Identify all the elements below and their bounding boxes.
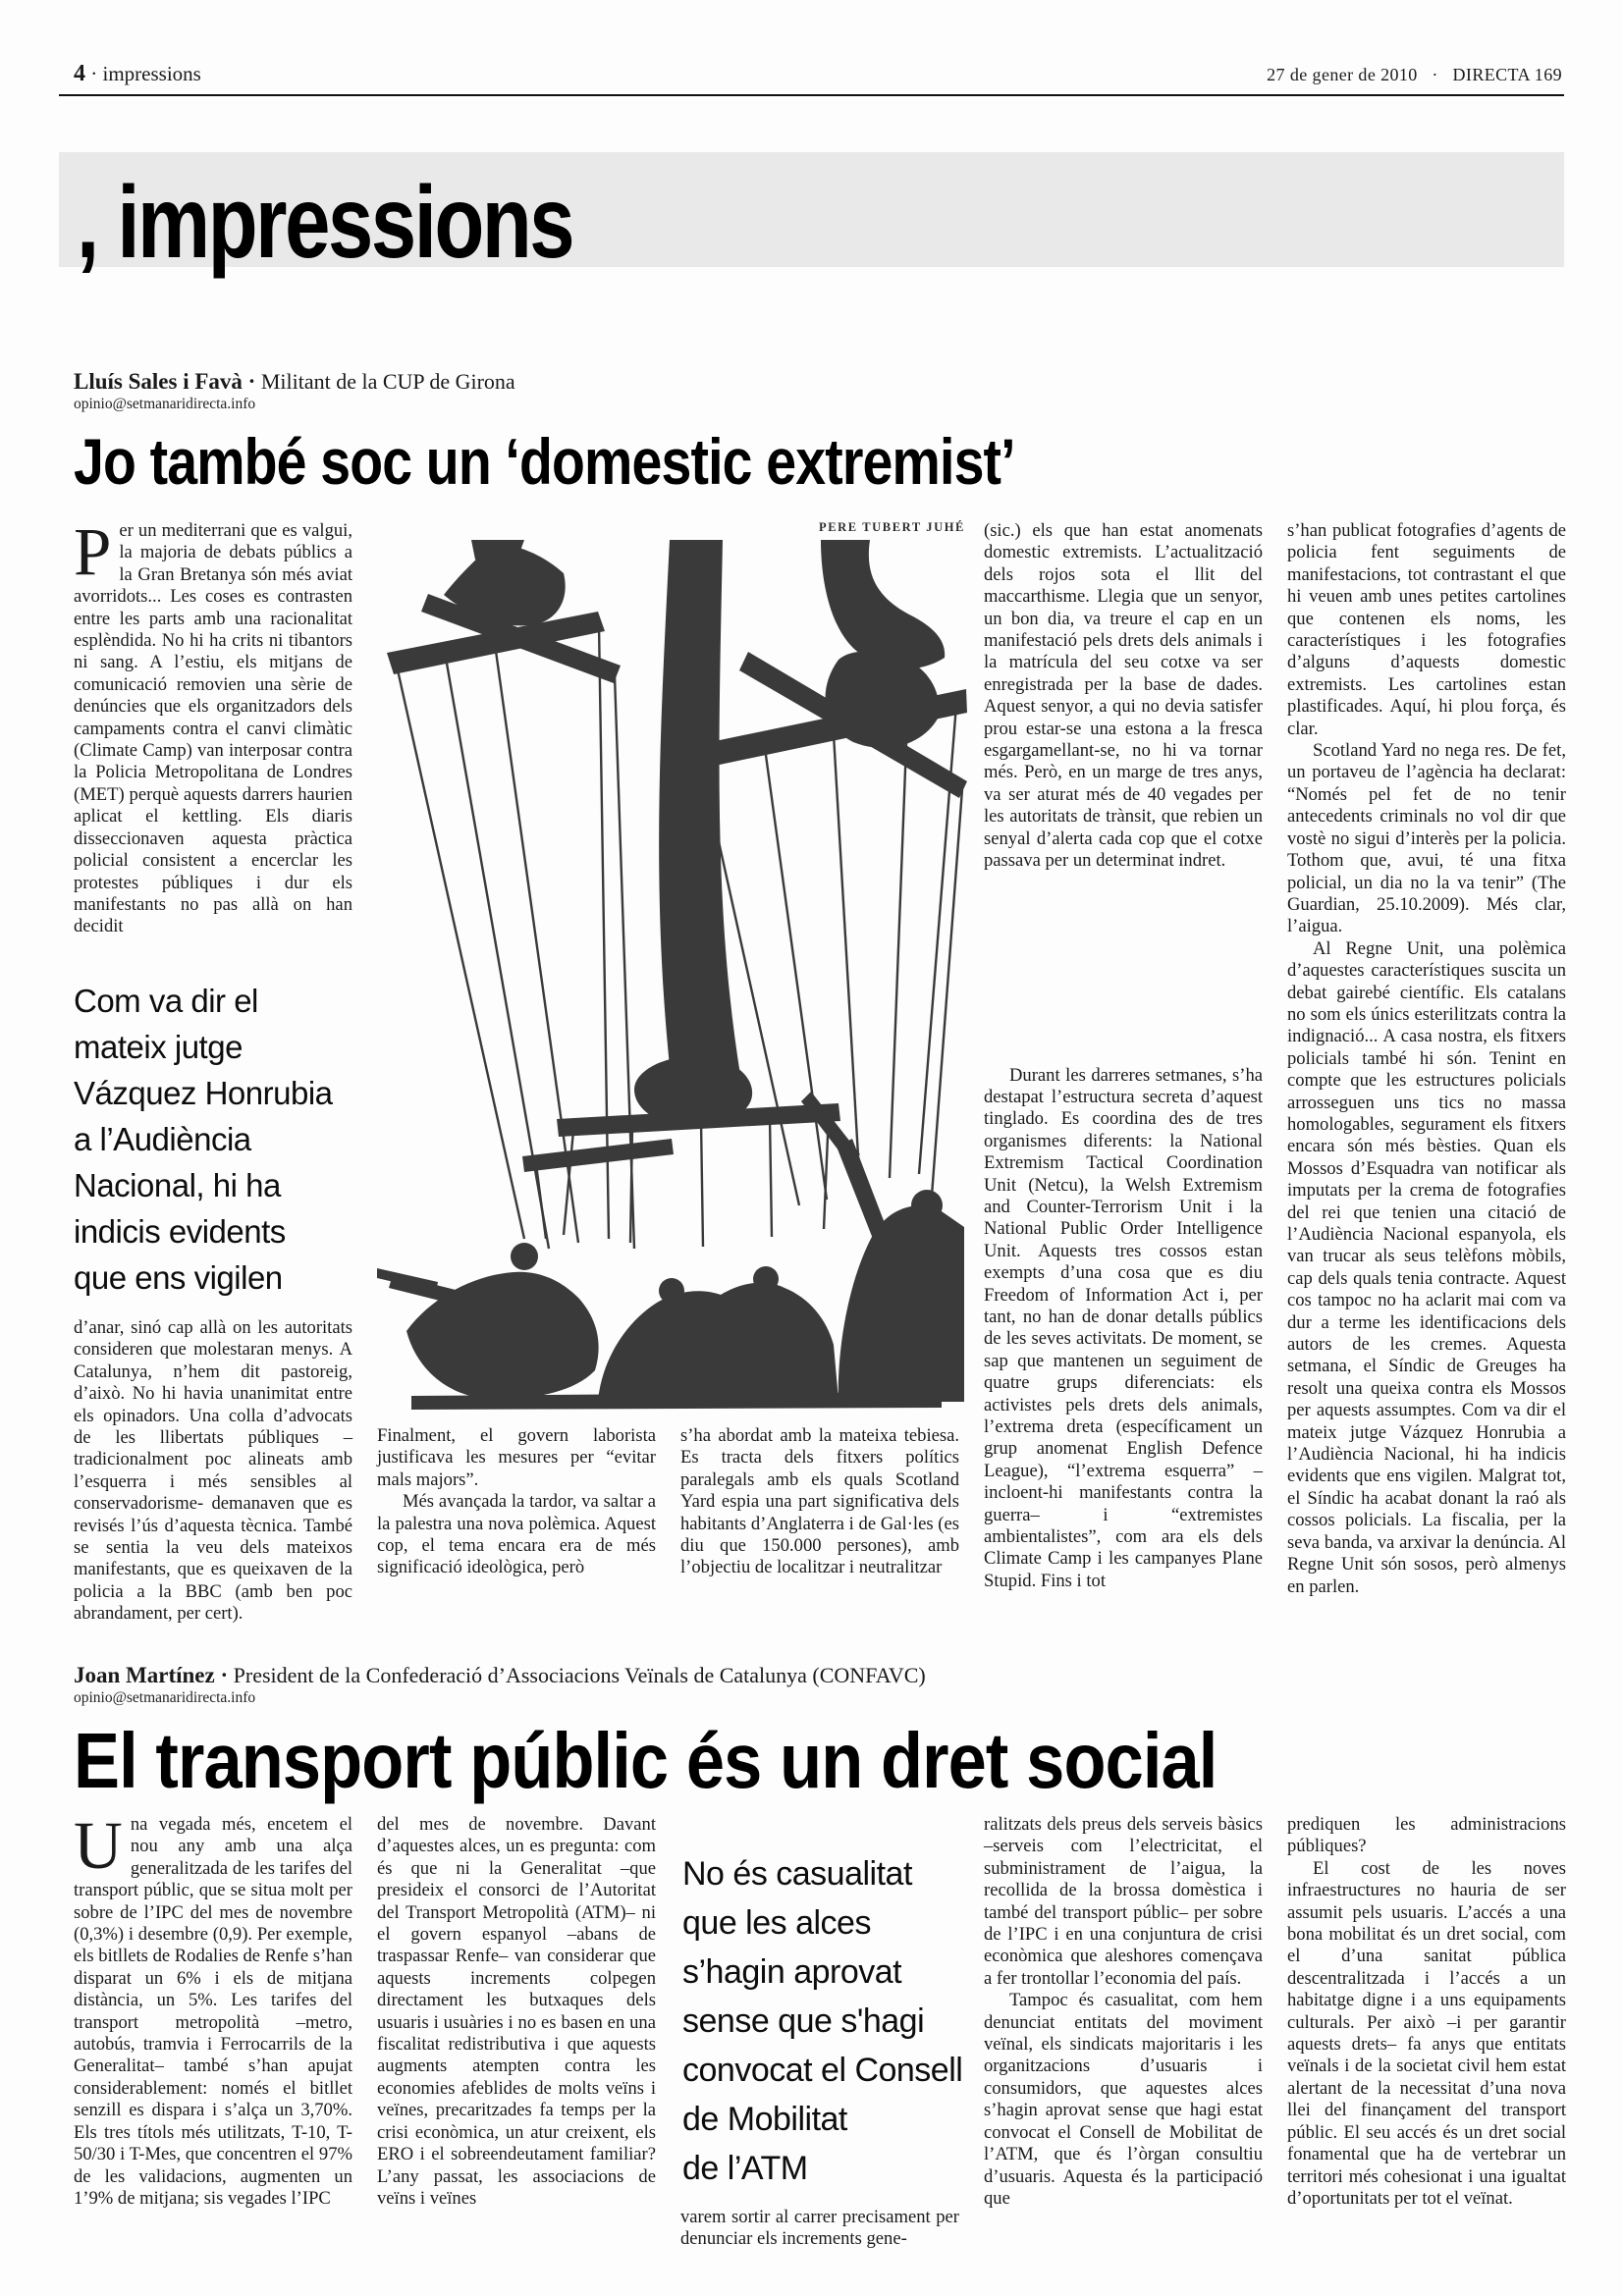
- pull-quote-line: Com va dir el: [74, 983, 258, 1019]
- section-name: · impressions: [90, 62, 201, 85]
- article2-column3: [680, 2207, 959, 2251]
- article2-column5: [1287, 1814, 1566, 2210]
- article2-column4: [984, 1814, 1263, 2210]
- page-header-right: [1267, 65, 1562, 85]
- header-dot: ·: [1432, 65, 1438, 84]
- body-text: s’han publicat fotografies d’agents de policia fent seguiments de manifestacions, tot contrastant el que hi veuen amb unes petites cartolines que contenen els noms, les característiques i les fotografies d’alguns d’aquests domestic extremists. Les cartolines estan plastificades. Aquí, hi plou força, és clar.: [1287, 520, 1566, 739]
- pull-quote-line: convocat el Consell: [682, 2052, 963, 2089]
- article1-column1-para1: [74, 514, 352, 938]
- drop-cap: P: [74, 514, 112, 589]
- body-text: na vegada més, encetem el nou any amb una alça generalitzada de les tarifes del transport públic, que se situa molt per sobre de l’IPC del mes de novembre (0,3%) i desembre (0,9). Per exemple, els bitllets de Rodalies de Renfe s’han disparat un 6% i els de mitjana distància, un 5%. Les tarifes del transport metropolità –metro, autobús, tramvia i Ferrocarrils de la Generalitat– també s’han apujat considerablement: només el bitllet senzill es dispara i s’alça un 3,70%. Els tres títols més utilitzats, T-10, T-50/30 i T-Mes, que concentren el 97% de les validacions, augmenten un 1’9% de mitjana; sis vegades l’IPC: [74, 1814, 352, 2209]
- body-text: Més avançada la tardor, va saltar a la palestra una nova polèmica. Aquest cop, el tema encara era de més significació ideològica, però: [377, 1491, 656, 1578]
- body-text: Al Regne Unit, una polèmica d’aquestes característiques suscita un debat gairebé científic. Els catalans no som els únics esterilitzats contra la indignació... A casa nostra, els fitxers policials també hi són. Tenint en compte que les estructures policials arrosseguen uns tics no massa homologables, segurament els fitxers encara són més bèsties. Quan els Mossos d’Esquadra van notificar als imputats per la crema de fotografies del rei que tenien una citació de l’Audiència Nacional espanyola, els van trucar als seus telèfons mòbils, cap dels quals tenia contracte. Aquest cos tampoc no ha aclarit mai com va dur a terme les identificacions dels autors de les cremes. Aquesta setmana, el Síndic de Greuges ha resolt una queixa contra els Mossos per aquests assumptes. Com va dir el mateix jutge Vázquez Honrubia a l’Audiència Nacional, hi ha indicis evidents que ens vigilen. Malgrat tot, el Síndic ha acabat donant la raó als cossos policials. La fiscalia, per la seva banda, va arxivar la denúncia. Al Regne Unit són sosos, però almenys en parlen.: [1287, 937, 1566, 1597]
- pull-quote-line: No és casualitat: [682, 1855, 912, 1893]
- article2-email: opinio@setmanaridirecta.info: [74, 1689, 256, 1706]
- article2-byline: [74, 1663, 926, 1688]
- pull-quote-line: que ens vigilen: [74, 1259, 283, 1296]
- article2-author: Joan Martínez ·: [74, 1663, 229, 1687]
- article1-column3: [680, 1425, 959, 1579]
- header-rule: [59, 94, 1564, 96]
- pull-quote-line: que les alces: [682, 1904, 871, 1942]
- body-text: El cost de les noves infraestructures no hauria de ser assumit pels usuaris. L’accés a una bona mobilitat és un dret social, com el d’una sanitat pública descentralitzada i l’accés a un habitatge digne i a uns equipaments culturals. Per això –i per garantir aquests drets– fa anys que entitats veïnals i de la societat civil hem estat alertant de la necessitat d’una nova llei del finançament del transport públic. El seu accés és un dret social fonamental que ha de vertebrar un territori més cohesionat i una igualtat d’oportunitats per tot el veïnat.: [1287, 1857, 1566, 2209]
- article1-author-role: Militant de la CUP de Girona: [255, 369, 515, 394]
- body-text: (sic.) els que han estat anomenats domestic extremists. L’actualització dels rojos sota el llit del maccarthisme. Llegia que un senyor, un bon dia, va treure el cap en un manifestació pels drets dels animals i la matrícula del seu cotxe va ser enregistrada per la base de dades. Aquest senyor, a qui no devia satisfer prou estar-se una estona a la fresca esgargamellant-se, no hi va tornar més. Però, en un marge de tres anys, va ser aturat més de 40 vegades per les autoritats de trànsit, que rebien un senyal d’alerta cada cop que el cotxe passava per un determinat indret.: [984, 520, 1263, 872]
- article2-column2: [377, 1814, 656, 2210]
- marionette-illustration: [377, 518, 967, 1417]
- illustration-credit: PERE TUBERT JUHÉ: [818, 520, 965, 534]
- page-number: 4: [74, 61, 85, 86]
- article1-column2: [377, 1425, 656, 1579]
- article1-column1-para2: [74, 1317, 352, 1626]
- body-text: Scotland Yard no nega res. De fet, un portaveu de l’agència ha declarat: “Només pel fet de no tenir antecedents criminals no vol dir que vostè no sigui d’interès per la policia. Tothom que, avui, té una fitxa policial, un dia no la va tenir” (The Guardian, 25.10.2009). Més clar, l’aigua.: [1287, 740, 1566, 937]
- body-text: Tampoc és casualitat, com hem denunciat entitats del moviment veïnal, els sindicats majoritaris i les organitzacions d’usuaris i consumidors, que aquestes alces s’hagin aprovat sense que hagi estat convocat el Consell de Mobilitat de l’ATM, que és l’òrgan consultiu d’usuaris. Aquesta és la participació que: [984, 1990, 1263, 2209]
- article1-column4: [984, 520, 1263, 1592]
- article1-author: Lluís Sales i Favà ·: [74, 369, 256, 394]
- body-text: er un mediterrani que es valgui, la majoria de debats públics a la Gran Bretanya són més aviat avorridots... Les coses es contrasten entre les parts amb una racionalitat esplèndida. No hi ha crits ni tibantors ni sang. A l’estiu, els mitjans de comunicació removien una sèrie de denúncies que els organitzadors dels campaments contra el canvi climàtic (Climate Camp) van interposar contra la Policia Metropolitana de Londres (MET) perquè aquests darrers haurien aplicat el kettling. Els diaris disseccionaven aquesta pràctica policial consistent a encerclar les protestes públiques i dur els manifestants no pas allà on han decidit: [74, 520, 352, 937]
- article2-author-role: President de la Confederació d’Associacions Veïnals de Catalunya (CONFAVC): [228, 1663, 926, 1687]
- drop-cap: U: [74, 1808, 123, 1883]
- article2-pull-quote: [682, 1849, 962, 2193]
- pull-quote-line: de Mobilitat: [682, 2101, 847, 2138]
- body-text: del mes de novembre. Davant d’aquestes alces, un es pregunta: com és que ni la Generalitat –que presideix el consorci de l’Autoritat del Transport Metropolità (ATM)– ni el govern espanyol –abans de traspassar Renfe– van considerar que aquests increments colpegen directament les butxaques dels usuaris i usuàries i no es basen en una fiscalitat redistributiva i que aquests augments atempten contra les economies afeblides de molts veïns i veïnes, precaritzades fa temps per la crisi econòmica, un atur creixent, els ERO i el sobreendeutament familiar? L’any passat, les associacions de veïns i veïnes: [377, 1814, 656, 2209]
- body-text: ralitzats dels preus dels serveis bàsics –serveis com l’electricitat, el subministrament de l’aigua, la recollida de la brossa domèstica i també del transport públic– per sobre de l’IPC i en una conjuntura de crisi econòmica que aleshores començava a fer trontollar l’economia del país.: [984, 1814, 1263, 1989]
- body-text: Durant les darreres setmanes, s’ha destapat l’estructura secreta d’aquest tinglado. Es coordina des de tres organismes diferents: la National Extremism Tactical Coordination Unit (Netcu), la Welsh Extremism and Counter-Terrorism Unit i la National Public Order Intelligence Unit. Aquests tres cossos estan exempts d’una cosa que es diu Freedom of Information Act i, per tant, no han de donar detalls públics de les seves activitats. De moment, se sap que mantenen un seguiment de quatre grups diferenciats: els activistes pels drets dels animals, l’extrema dreta (específicament un grup anomenat English Defence League), “l’extrema esquerra” –incloent-hi manifestants contra la guerra– i “extremistes ambientalistes”, com ara els dels Climate Camp i les campanyes Plane Stupid. Fins i tot: [984, 1064, 1263, 1591]
- body-text: Finalment, el govern laborista justificava les mesures per “evitar mals majors”.: [377, 1425, 656, 1490]
- pull-quote-line: sense que s'hagi: [682, 2002, 925, 2040]
- body-text: s’ha abordat amb la mateixa tebiesa. Es tracta dels fitxers polítics paralegals amb els quals Scotland Yard espia una part significativa dels habitants d’Anglaterra i de Gal·les (es diu que 150.000 persones), amb l’objectiu de localitzar i neutralitzar: [680, 1425, 959, 1578]
- page-header-left: [74, 61, 201, 87]
- marionette-illustration-svg: [377, 540, 967, 1414]
- issue-number: DIRECTA 169: [1452, 65, 1562, 84]
- masthead-title: , impressions: [77, 166, 573, 280]
- body-text: varem sortir al carrer precisament per denunciar els increments gene-: [680, 2207, 959, 2250]
- pull-quote-line: Nacional, hi ha: [74, 1167, 281, 1203]
- article2-column1: [74, 1808, 352, 2210]
- article1-column5: [1287, 520, 1566, 1598]
- pull-quote-line: a l’Audiència: [74, 1121, 251, 1157]
- article1-email: opinio@setmanaridirecta.info: [74, 396, 256, 412]
- issue-date: 27 de gener de 2010: [1267, 65, 1418, 84]
- article1-headline: Jo també soc un ‘domestic extremist’: [74, 425, 1015, 498]
- pull-quote-line: mateix jutge: [74, 1029, 243, 1065]
- pull-quote-line: indicis evidents: [74, 1213, 286, 1250]
- pull-quote-line: s’hagin aprovat: [682, 1953, 902, 1991]
- body-text: prediquen les administracions públiques?: [1287, 1814, 1566, 1857]
- article1-byline: [74, 369, 515, 395]
- article1-pull-quote: [74, 978, 333, 1301]
- pull-quote-line: Vázquez Honrubia: [74, 1075, 333, 1111]
- body-text: d’anar, sinó cap allà on les autoritats consideren que molestaran menys. A Catalunya, n’hem dit pastoreig, d’això. No hi havia unanimitat entre els opinadors. Una colla d’advocats de les llibertats públiques –tradicionalment poc alineats amb l’esquerra i més sensibles al conservadorisme- demanaven que es revisés l’ús d’aquesta tècnica. També se sentia la veu dels mateixos manifestants, que es queixaven de la policia a la BBC (amb ben poc abrandament, per cert).: [74, 1317, 352, 1625]
- pull-quote-line: de l’ATM: [682, 2150, 808, 2187]
- article2-headline: El transport públic és un dret social: [74, 1717, 1217, 1804]
